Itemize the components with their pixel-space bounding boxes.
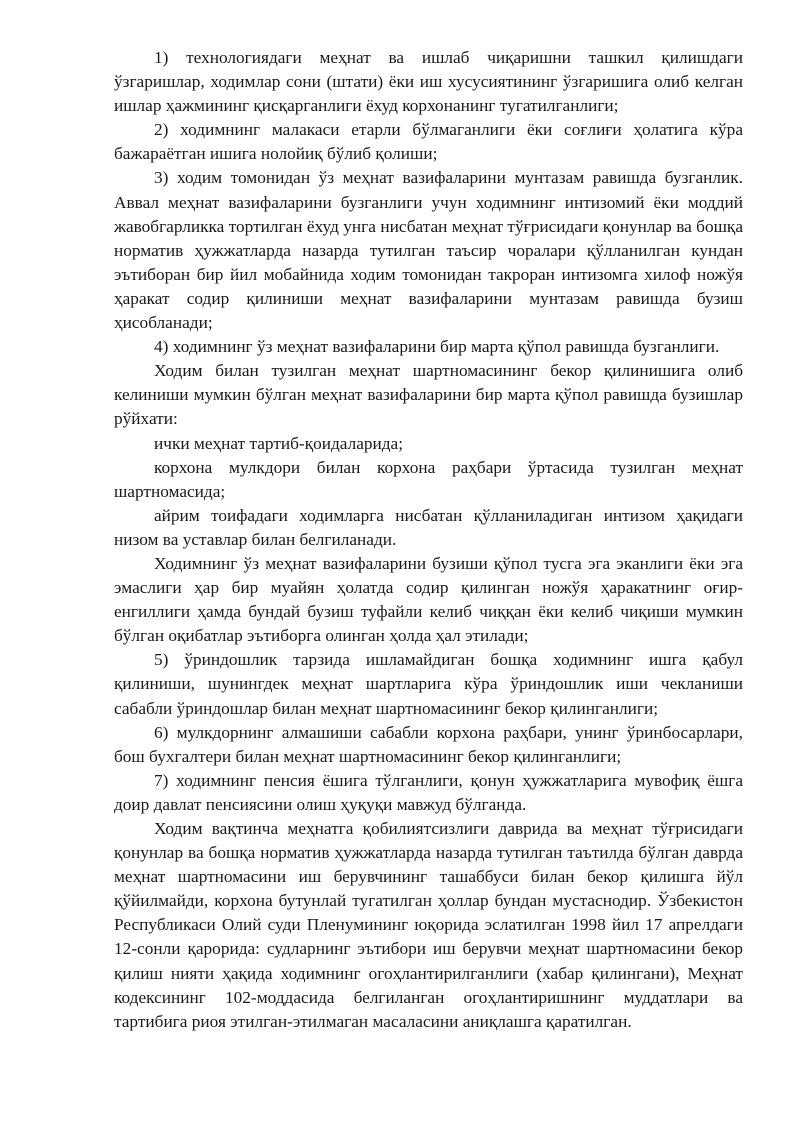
paragraph-item-2: 2) ходимнинг малакаси етарли бўлмаганлиги ёки соғлиғи ҳолатига кўра бажараётган ишига нолойиқ бўлиб қолиши; — [114, 120, 743, 164]
paragraph-assessment: Ходимнинг ўз меҳнат вазифаларини бузиши қўпол тусга эга эканлиги ёки эга эмаслиги ҳар бир муайян ҳолатда содир қилинган ножўя ҳаракатнинг оғир-енгиллиги ҳамда бундай бузиш туфайли келиб чиққан ёки келиб чиқиши мумкин бўлган оқибатлар эътиборга олинган ҳолда ҳал этилади; — [114, 553, 743, 646]
paragraph-list-intro: Ходим билан тузилган меҳнат шартномасининг бекор қилинишига олиб келиниши мумкин бўлган меҳнат вазифаларини бир марта қўпол равишда бузишлар рўйхати: — [114, 361, 743, 429]
paragraph-item-6: 6) мулкдорнинг алмашиши сабабли корхона раҳбари, унинг ўринбосарлари, бош бухгалтери билан меҳнат шартномасининг бекор қилинганлиги; — [114, 722, 743, 766]
paragraph-item-5: 5) ўриндошлик тарзида ишламайдиган бошқа ходимнинг ишга қабул қилиниши, шунингдек меҳнат шартларига кўра ўриндошлик иши чекланиши сабабли ўриндошлар билан меҳнат шартномасининг бекор қилинганлиги; — [114, 650, 743, 718]
paragraph-item-3: 3) ходим томонидан ўз меҳнат вазифаларини мунтазам равишда бузганлик. Аввал меҳнат вазифаларини бузганлиги учун ходимнинг интизомий ёки моддий жавобгарликка тортилган ёхуд унга нисбатан меҳнат тўғрисидаги қонунлар ва бошқа норматив ҳужжатларда назарда тутилган таъсир чоралари қўлланилган кундан эътиборан бир йил мобайнида ходим томонидан такроран интизомга хилоф ножўя ҳаракат содир қилиниши меҳнат вазифаларини мунтазам равишда бузиш ҳисобланади; — [114, 168, 743, 333]
list-line-3: айрим тоифадаги ходимларга нисбатан қўлланиладиган интизом ҳақидаги низом ва уставлар билан белгиланади. — [114, 505, 743, 549]
paragraph-closing: Ходим вақтинча меҳнатга қобилиятсизлиги даврида ва меҳнат тўғрисидаги қонунлар ва бошқа норматив ҳужжатларда назарда тутилган таътилда бўлган даврда меҳнат шартномасини иш берувчининг ташаббуси билан бекор қилишга йўл қўйилмайди, корхона бутунлай тугатилган ҳоллар бундан мустаснодир. Ўзбекистон Республикаси Олий суди Пленумининг юқорида эслатилган 1998 йил 17 апрелдаги 12-сонли қарорида: судларнинг эътибори иш берувчи меҳнат шартномасини бекор қилиш нияти ҳақида ходимнинг огоҳлантирилганлиги (хабар қилингани), Меҳнат кодексининг 102-моддасида белгиланган огоҳлантиришнинг муддатлари ва тартибига риоя этилган-этилмаган масаласини аниқлашга қаратилган. — [114, 819, 743, 1031]
paragraph-item-4: 4) ходимнинг ўз меҳнат вазифаларини бир марта қўпол равишда бузганлиги. — [154, 337, 720, 357]
document-body — [114, 46, 743, 1034]
paragraph-item-7: 7) ходимнинг пенсия ёшига тўлганлиги, қонун ҳужжатларига мувофиқ ёшга доир давлат пенсиясини олиш ҳуқуқи мавжуд бўлганда. — [114, 770, 743, 814]
list-line-1: ички меҳнат тартиб-қоидаларида; — [154, 433, 404, 453]
list-line-2: корхона мулкдори билан корхона раҳбари ўртасида тузилган меҳнат шартномасида; — [114, 457, 743, 501]
paragraph-item-1: 1) технологиядаги меҳнат ва ишлаб чиқаришни ташкил қилишдаги ўзгаришлар, ходимлар сони (штати) ёки иш хусусиятининг ўзгаришига олиб келган ишлар ҳажмининг қисқарганлиги ёхуд корхонанинг тугатилганлиги; — [114, 48, 743, 116]
